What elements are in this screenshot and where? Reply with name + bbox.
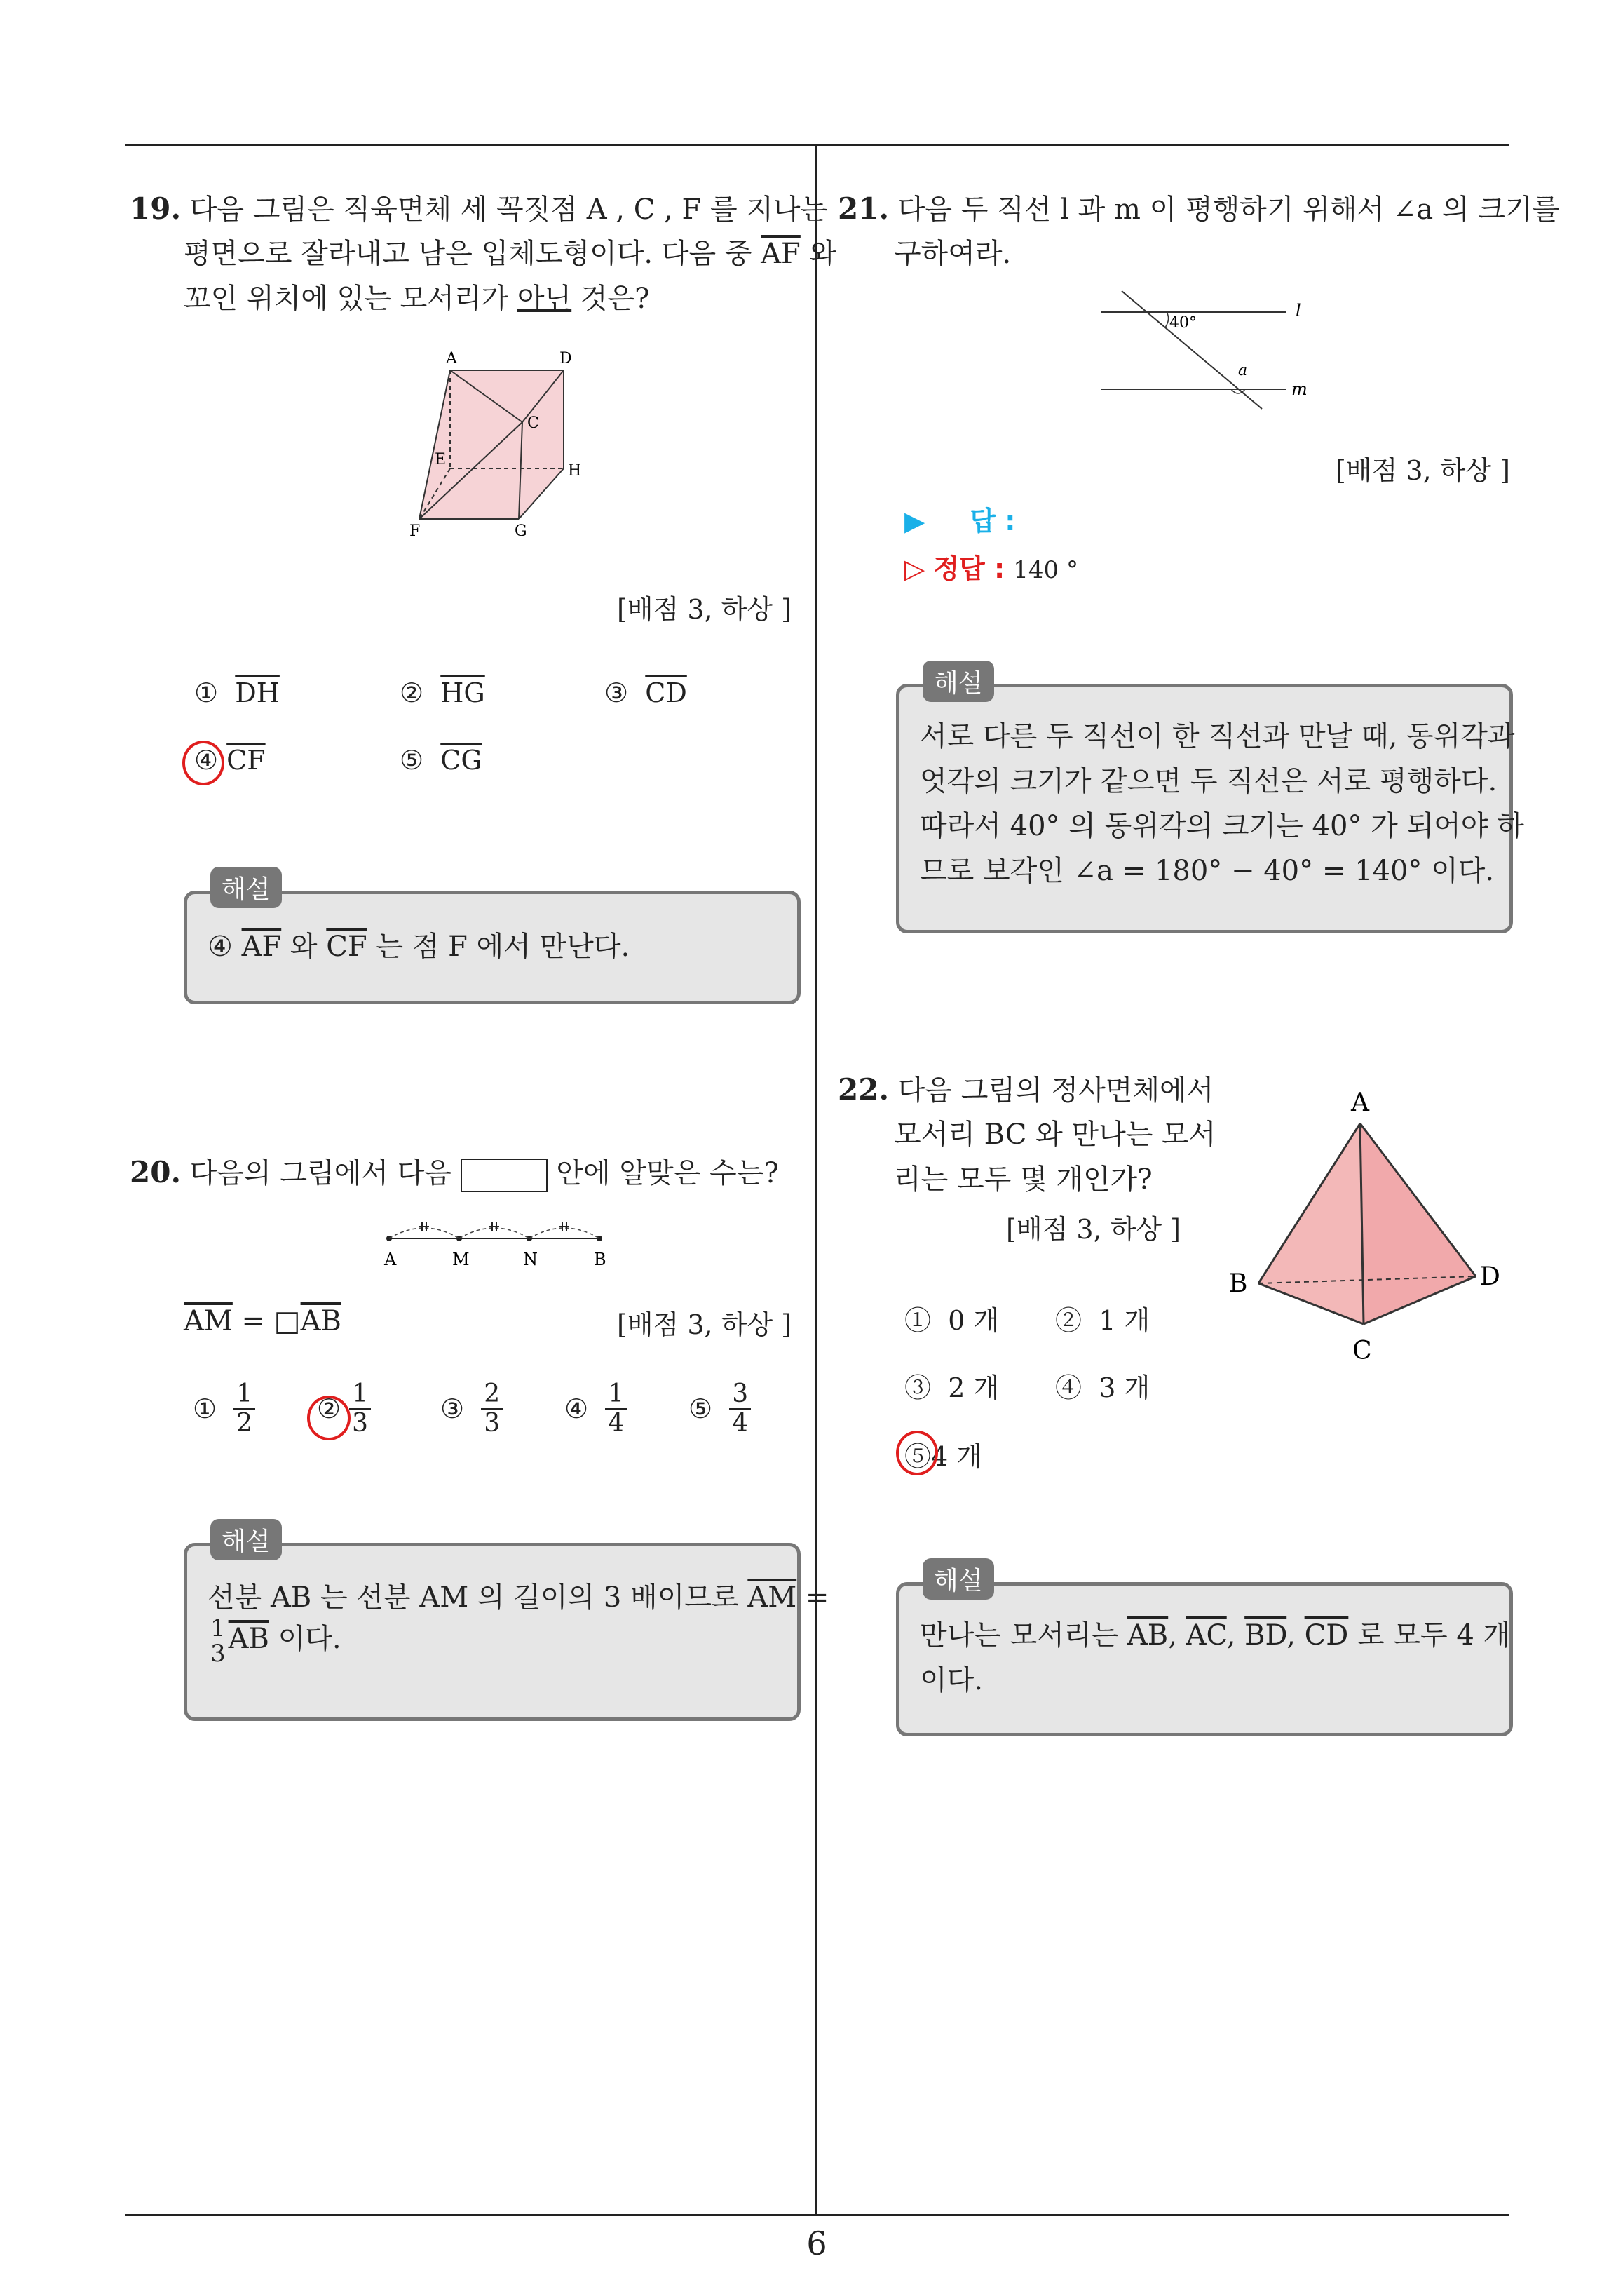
q20-label-b: B — [594, 1250, 606, 1269]
sol-part: 이다. — [269, 1623, 341, 1655]
numerator: 2 — [481, 1380, 503, 1410]
sol-part: 만나는 모서리는 — [920, 1619, 1127, 1652]
denominator: 3 — [210, 1640, 226, 1668]
q20-seg-am: $\overline{AM}$ — [184, 1305, 233, 1337]
sol-part: 는 점 F 에서 만난다. — [367, 931, 630, 963]
q22-choice-4[interactable] — [1055, 1366, 1150, 1405]
numerator: 1 — [233, 1380, 255, 1410]
q21-parallel-lines-figure — [1094, 284, 1318, 417]
q22-label-d: D — [1480, 1262, 1500, 1291]
q20-segment-figure — [372, 1205, 624, 1275]
denominator: 3 — [484, 1409, 501, 1438]
q22-choice-3[interactable] — [904, 1366, 999, 1405]
choice-text: $\overline{DH}$ — [235, 677, 280, 708]
answer-label: 답 : — [970, 506, 1016, 536]
q22-label-b: B — [1229, 1269, 1248, 1298]
sol-seg-ac: $\overline{AC}$ — [1186, 1619, 1227, 1652]
q22-text1: 다음 그림의 정사면체에서 — [897, 1074, 1214, 1107]
q21-solution-line4: 므로 보각인 ∠a = 180° − 40° = 140° 이다. — [920, 855, 1495, 887]
q19-line3 — [184, 276, 650, 321]
sol-part: 와 — [281, 931, 327, 963]
sol-sep: , — [1226, 1619, 1245, 1652]
q19-text2b: 와 — [800, 238, 837, 270]
q20-label-n: N — [523, 1250, 538, 1269]
q20-blank-box — [461, 1159, 548, 1192]
choice-mark: ④ — [1055, 1372, 1082, 1403]
q20-expr-mid: = □ — [232, 1305, 301, 1337]
choice-mark: ② — [317, 1393, 341, 1424]
choice-mark: ① — [904, 1305, 932, 1336]
q21-angle-label: 40° — [1169, 314, 1197, 332]
q22-solution-tab: 해설 — [923, 1558, 994, 1600]
choice-mark: ② — [1055, 1305, 1082, 1336]
q22-number: 22. — [838, 1072, 890, 1107]
bottom-rule — [125, 2214, 1509, 2216]
sol-seg-ab: $\overline{AB}$ — [1127, 1619, 1169, 1652]
q21-solution-line3: 따라서 40° 의 동위각의 크기는 40° 가 되어야 하 — [920, 810, 1524, 842]
choice-mark: ③ — [604, 677, 629, 708]
q20-expression — [184, 1299, 341, 1344]
q19-number: 19. — [130, 191, 182, 226]
choice-mark: ③ — [440, 1393, 465, 1424]
choice-fraction — [349, 1380, 371, 1438]
choice-text: 1 개 — [1099, 1305, 1150, 1336]
answer-arrow-icon: ▶ — [904, 506, 925, 536]
q20-label-a: A — [384, 1250, 397, 1269]
q19-label-c: C — [527, 414, 539, 432]
q21-label-a: a — [1238, 362, 1248, 379]
sol-seg-bd: $\overline{BD}$ — [1244, 1619, 1287, 1652]
q21-label-l: l — [1296, 301, 1301, 320]
numerator: 1 — [349, 1380, 371, 1410]
q20-score: [배점 3, 하상 ] — [617, 1309, 792, 1340]
q22-solution-line1 — [920, 1613, 1510, 1658]
q21-text1: 다음 두 직선 l 과 m 이 평행하기 위해서 ∠a 의 크기를 — [897, 194, 1560, 226]
q19-choice-5[interactable] — [400, 745, 482, 776]
q20-text-a: 다음의 그림에서 다음 — [189, 1157, 461, 1189]
q19-text3b: 것은? — [571, 283, 650, 315]
q19-underlined-word: 아닌 — [517, 283, 572, 315]
q22-line3: 리는 모두 몇 개인가? — [894, 1163, 1153, 1196]
q20-solution-line1 — [208, 1575, 829, 1620]
numerator: 3 — [729, 1380, 751, 1410]
q22-line1 — [838, 1067, 1214, 1113]
q21-solution-line2: 엇각의 크기가 같으면 두 직선은 서로 평행하다. — [920, 765, 1498, 797]
q21-line2: 구하여라. — [894, 238, 1012, 270]
q19-choice-2[interactable] — [400, 677, 485, 708]
sol-seg-af: $\overline{AF}$ — [241, 931, 282, 963]
sol-seg-cf: $\overline{CF}$ — [326, 931, 367, 963]
q22-label-c: C — [1352, 1337, 1372, 1365]
q20-label-m: M — [452, 1250, 470, 1269]
q22-tetrahedron-figure — [1216, 1080, 1511, 1382]
sol-fraction — [208, 1616, 229, 1666]
q20-number: 20. — [130, 1155, 182, 1189]
choice-fraction — [233, 1380, 255, 1438]
q22-solution-box — [896, 1582, 1513, 1736]
q19-label-h: H — [568, 462, 582, 480]
page-number: 6 — [806, 2224, 827, 2262]
denominator: 4 — [608, 1409, 625, 1438]
choice-text: 2 개 — [948, 1372, 1000, 1403]
q19-choice-3[interactable] — [604, 677, 687, 708]
q20-choice-5[interactable] — [688, 1380, 751, 1438]
q21-line1 — [838, 187, 1559, 232]
q19-label-e: E — [435, 451, 447, 468]
q19-text3a: 꼬인 위치에 있는 모서리가 — [184, 283, 517, 315]
q22-label-a: A — [1351, 1088, 1369, 1117]
sol-part: ④ — [208, 931, 242, 963]
numerator: 1 — [210, 1614, 226, 1642]
choice-mark: ② — [400, 677, 424, 708]
q21-solution-tab: 해설 — [923, 661, 994, 702]
choice-mark: ④ — [564, 1393, 589, 1424]
q20-choice-3[interactable] — [440, 1380, 503, 1438]
sol-sep: , — [1286, 1619, 1305, 1652]
q19-label-d: D — [559, 350, 572, 367]
choice-text: $\overline{CD}$ — [645, 677, 687, 708]
q22-solution-line2: 이다. — [920, 1664, 983, 1696]
q21-label-m: m — [1291, 379, 1308, 399]
q19-face-fill — [419, 370, 564, 519]
q20-text-b: 안에 알맞은 수는? — [547, 1157, 779, 1189]
choice-fraction — [605, 1380, 627, 1438]
q22-selected-circle — [896, 1431, 938, 1475]
q20-line — [130, 1150, 779, 1196]
choice-text: 0 개 — [948, 1305, 1000, 1336]
q19-line1 — [130, 187, 827, 232]
sol-seg-ab: $\overline{AB}$ — [228, 1623, 269, 1655]
denominator: 2 — [236, 1409, 253, 1438]
sol-seg-am: $\overline{AM}$ — [747, 1581, 797, 1614]
choice-text: $\overline{HG}$ — [440, 677, 485, 708]
sol-seg-cd: $\overline{CD}$ — [1304, 1619, 1349, 1652]
q21-answer-row[interactable] — [904, 499, 1015, 538]
sol-part: 로 모두 4 개 — [1348, 1619, 1511, 1652]
choice-mark: ⑤ — [904, 1441, 932, 1472]
q20-choice-1[interactable] — [193, 1380, 255, 1438]
q22-face-acd — [1360, 1123, 1476, 1324]
q19-label-f: F — [409, 522, 421, 540]
q19-solid-figure — [393, 344, 617, 547]
sol-sep: , — [1168, 1619, 1186, 1652]
q21-correct-row — [904, 547, 1078, 586]
q19-line2 — [184, 231, 836, 276]
choice-mark: ⑤ — [400, 745, 424, 776]
choice-text: 4 개 — [931, 1441, 982, 1472]
denominator: 3 — [352, 1409, 369, 1438]
choice-mark: ⑤ — [688, 1393, 713, 1424]
denominator: 4 — [732, 1409, 749, 1438]
choice-mark: ③ — [904, 1372, 932, 1403]
q19-solution-text — [208, 924, 630, 969]
q21-number: 21. — [838, 191, 890, 226]
correct-label: 정답 : — [933, 553, 1005, 584]
choice-text: $\overline{CF}$ — [226, 745, 266, 776]
q19-text1: 다음 그림은 직육면체 세 꼭짓점 A , C , F 를 지나는 — [189, 194, 828, 226]
q19-score: [배점 3, 하상 ] — [617, 594, 792, 625]
q21-solution-line1: 서로 다른 두 직선이 한 직선과 만날 때, 동위각과 — [920, 720, 1515, 752]
sol-part: 선분 AB 는 선분 AM 의 길이의 3 배이므로 — [208, 1581, 748, 1614]
q19-label-g: G — [515, 522, 527, 540]
choice-mark: ④ — [194, 745, 219, 776]
q21-score: [배점 3, 하상 ] — [1336, 455, 1510, 486]
q20-solution-tab: 해설 — [210, 1519, 282, 1560]
column-divider — [815, 144, 817, 2214]
correct-arrow-icon: ▷ — [904, 553, 925, 584]
q19-text2a: 평면으로 잘라내고 남은 입체도형이다. 다음 중 — [184, 238, 761, 270]
q19-seg-af: $\overline{AF}$ — [761, 238, 801, 270]
choice-fraction — [729, 1380, 751, 1438]
q22-face-abc — [1258, 1123, 1364, 1324]
choice-mark: ① — [194, 677, 219, 708]
q20-selected-circle — [307, 1396, 351, 1440]
choice-fraction — [481, 1380, 503, 1438]
q20-seg-ab: $\overline{AB}$ — [300, 1305, 341, 1337]
q22-choice-1[interactable] — [904, 1299, 999, 1337]
correct-value: 140 ° — [1013, 556, 1078, 584]
q22-line2: 모서리 BC 와 만나는 모서 — [894, 1119, 1216, 1151]
q22-score: [배점 3, 하상 ] — [1006, 1214, 1181, 1245]
q22-choice-2[interactable] — [1055, 1299, 1150, 1337]
choice-text: 3 개 — [1099, 1372, 1150, 1403]
q20-choice-4[interactable] — [564, 1380, 627, 1438]
choice-text: $\overline{CG}$ — [440, 745, 482, 776]
q19-choice-1[interactable] — [194, 677, 280, 708]
sol-part: = — [796, 1581, 829, 1614]
numerator: 1 — [605, 1380, 627, 1410]
choice-mark: ① — [193, 1393, 217, 1424]
q20-solution-line2 — [208, 1616, 341, 1666]
q19-label-a: A — [446, 350, 457, 367]
q19-selected-circle — [182, 741, 224, 785]
q19-solution-tab: 해설 — [210, 867, 282, 908]
